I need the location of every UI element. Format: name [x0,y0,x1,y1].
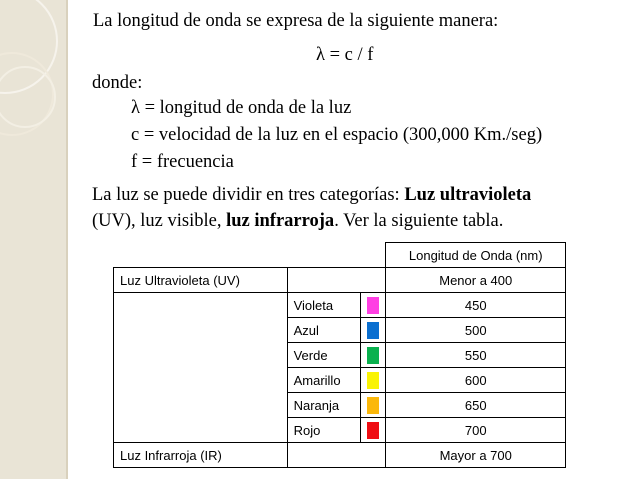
formula: λ = c / f [316,45,374,65]
where-label: donde: [92,73,143,93]
wavelength-value-cell: 550 [386,343,566,368]
wavelength-value-cell: 600 [386,368,566,393]
paragraph-text: (UV), luz visible, [92,211,227,231]
visible-light-group-cell [114,293,288,443]
color-name-cell: Azul [287,318,360,343]
color-swatch-cell [360,318,386,343]
color-swatch-cell [360,368,386,393]
table-row [114,268,566,293]
color-swatch [367,322,380,339]
definition-c: c = velocidad de la luz en el espacio (300,000 Km./seg) [131,125,543,145]
ir-term: luz infrarroja [226,211,335,231]
ir-value-cell: Mayor a 700 [386,443,566,468]
table-header-cell: Longitud de Onda (nm) [386,243,566,268]
color-swatch [367,372,380,389]
ir-label-cell: Luz Infrarroja (IR) [114,443,288,468]
color-swatch-cell [360,418,386,443]
decorative-sidebar [0,0,68,479]
table-header-blank [114,243,386,268]
color-name-cell: Violeta [287,293,360,318]
color-swatch-cell [360,343,386,368]
uv-label-cell: Luz Ultravioleta (UV) [114,268,288,293]
definition-lambda: λ = longitud de onda de la luz [131,98,352,118]
color-swatch-cell [360,393,386,418]
sidebar-edge [66,0,68,479]
wavelength-value-cell: 450 [386,293,566,318]
color-swatch [367,347,380,364]
paragraph-line-2 [92,210,503,232]
paragraph-text: . Ver la siguiente tabla. [334,211,504,231]
empty-cell [287,443,386,468]
paragraph-line-1 [92,184,531,206]
paragraph-text: La luz se puede dividir en tres categorías: [92,185,405,205]
table-header-row [114,243,566,268]
color-name-cell: Naranja [287,393,360,418]
color-swatch [367,297,380,314]
wavelength-value-cell: 650 [386,393,566,418]
color-name-cell: Rojo [287,418,360,443]
uv-value-cell: Menor a 400 [386,268,566,293]
intro-text: La longitud de onda se expresa de la siguiente manera: [93,11,499,31]
color-name-cell: Amarillo [287,368,360,393]
uv-term: Luz ultravioleta [404,185,532,205]
wavelength-value-cell: 700 [386,418,566,443]
color-swatch [367,397,380,414]
color-swatch-cell [360,293,386,318]
color-swatch [367,422,380,439]
color-name-cell: Verde [287,343,360,368]
decorative-circle [0,66,56,128]
table-row [114,293,566,318]
wavelength-table [113,242,566,468]
empty-cell [287,268,386,293]
definition-f: f = frecuencia [131,152,234,172]
table-row [114,443,566,468]
wavelength-value-cell: 500 [386,318,566,343]
